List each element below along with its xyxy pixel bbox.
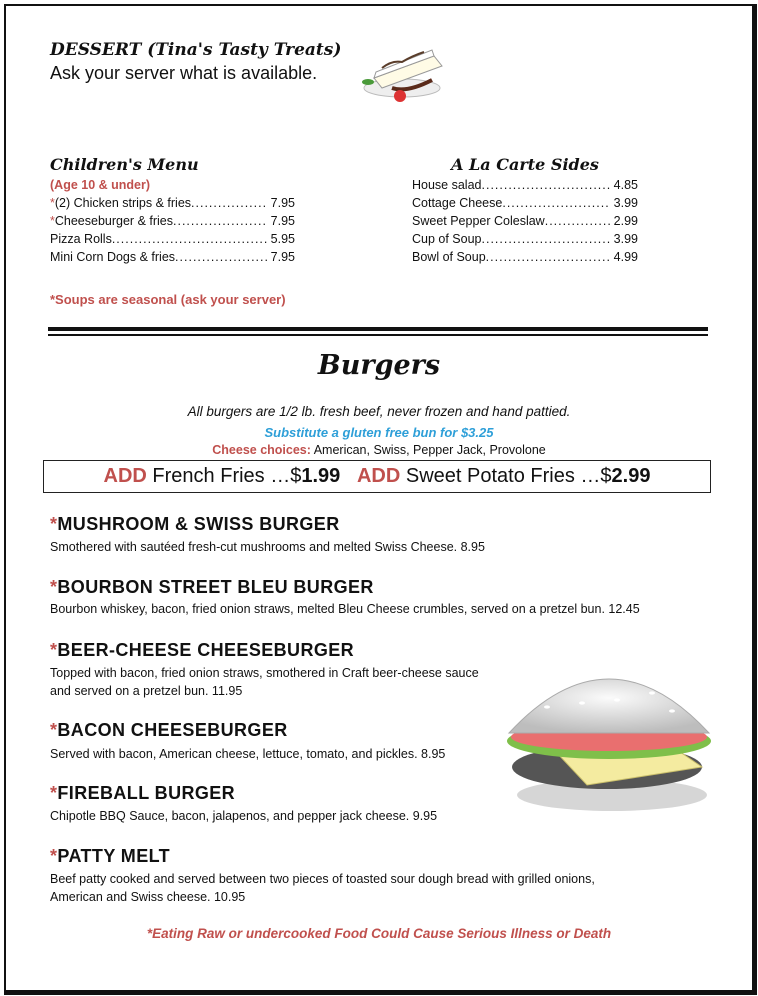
add-label: ADD [356, 465, 401, 487]
item-name: Cup of Soup [412, 232, 482, 246]
menu-item-title: *FIREBALL BURGER [50, 783, 236, 803]
burger-image [497, 645, 722, 815]
item-name: Bowl of Soup [412, 250, 486, 264]
item-price: 7.95 [270, 196, 295, 210]
item-price: 5.95 [270, 232, 295, 246]
menu-item-title: *PATTY MELT [50, 846, 171, 866]
menu-item-title: *MUSHROOM & SWISS BURGER [50, 514, 340, 534]
item-price: 4.85 [613, 178, 638, 192]
add-price: 2.99 [611, 465, 651, 487]
add-label: ADD [103, 465, 147, 487]
list-item [50, 212, 295, 230]
item-name: Sweet Pepper Coleslaw [412, 214, 545, 228]
add-text: French Fries …$ [146, 465, 302, 487]
list-item [412, 248, 638, 266]
raw-food-warning: *Eating Raw or undercooked Food Could Cause Serious Illness or Death [146, 926, 612, 941]
menu-item-desc: Smothered with sautéed fresh-cut mushrooms and melted Swiss Cheese. 8.95 [50, 540, 485, 554]
item-name: Cottage Cheese [412, 196, 503, 210]
menu-item-title: *BACON CHEESEBURGER [50, 720, 288, 740]
item-price: 4.99 [613, 250, 638, 264]
cake-slice-image [352, 38, 452, 106]
burger-info-line: All burgers are 1/2 lb. fresh beef, never frozen and hand pattied. [187, 404, 571, 419]
item-price: 3.99 [613, 232, 638, 246]
list-item [50, 194, 295, 212]
item-name: Pizza Rolls [50, 232, 112, 246]
star-marker: * [50, 214, 55, 228]
childrens-age-note: (Age 10 & under) [50, 178, 151, 192]
section-divider [48, 327, 708, 331]
item-price: 2.99 [613, 214, 638, 228]
menu-item-desc: Topped with bacon, fried onion straws, smothered in Craft beer-cheese sauce and served on a pretzel bun. 11.95 [50, 666, 479, 698]
cheese-choices [0, 443, 758, 457]
cheese-values: American, Swiss, Pepper Jack, Provolone [310, 443, 546, 457]
list-item [50, 248, 295, 266]
sides-title: A La Carte Sides [451, 155, 599, 174]
star-marker: * [50, 196, 55, 210]
dessert-subtitle: Ask your server what is available. [50, 63, 318, 83]
menu-item-desc: Beef patty cooked and served between two pieces of toasted sour dough bread with grilled onions, American and Swiss cheese. 10.95 [50, 872, 595, 904]
item-name: (2) Chicken strips & fries [54, 196, 192, 210]
menu-item-desc: Served with bacon, American cheese, lettuce, tomato, and pickles. 8.95 [50, 747, 446, 761]
list-item [50, 230, 295, 248]
add-fries-box [43, 460, 711, 493]
add-text: Sweet Potato Fries …$ [400, 465, 612, 487]
menu-item-title: *BOURBON STREET BLEU BURGER [50, 577, 374, 597]
item-name: Mini Corn Dogs & fries [50, 250, 176, 264]
section-divider [48, 334, 708, 336]
burgers-title: Burgers [317, 350, 441, 381]
childrens-menu-title: Children's Menu [50, 155, 199, 174]
item-price: 3.99 [613, 196, 638, 210]
item-price: 7.95 [270, 214, 295, 228]
dessert-title: DESSERT (Tina's Tasty Treats) [50, 40, 342, 60]
item-price: 7.95 [270, 250, 295, 264]
menu-item-desc: Bourbon whiskey, bacon, fried onion straws, melted Bleu Cheese crumbles, served on a pretzel bun. 12.45 [50, 602, 640, 616]
soups-note: *Soups are seasonal (ask your server) [50, 292, 286, 307]
item-name: Cheeseburger & fries [54, 214, 173, 228]
list-item [412, 176, 638, 194]
add-price: 1.99 [301, 465, 341, 487]
item-name: House salad [412, 178, 482, 192]
list-item [412, 194, 638, 212]
menu-item-title: *BEER-CHEESE CHEESEBURGER [50, 640, 355, 660]
gluten-free-note: Substitute a gluten free bun for $3.25 [264, 425, 494, 440]
sides-list [412, 176, 638, 266]
menu-item-desc: Chipotle BBQ Sauce, bacon, jalapenos, and pepper jack cheese. 9.95 [50, 809, 438, 823]
list-item [412, 230, 638, 248]
list-item [412, 212, 638, 230]
childrens-menu-list [50, 194, 295, 266]
cheese-label: Cheese choices: [212, 443, 311, 457]
